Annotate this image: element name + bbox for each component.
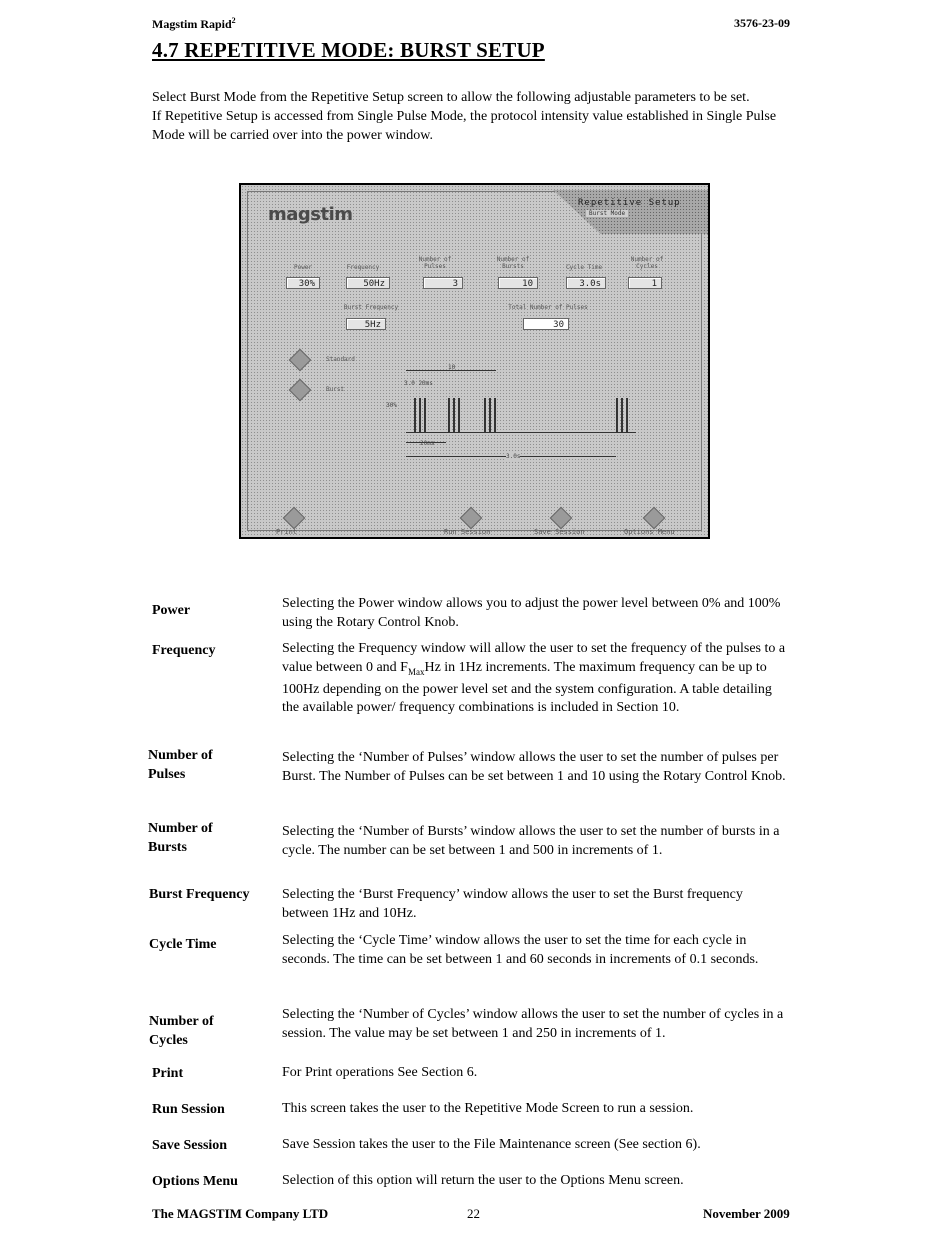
number-of-bursts-window[interactable]: 10: [498, 277, 538, 289]
save-session-diamond-icon[interactable]: [550, 507, 573, 530]
desc-frequency: Selecting the Frequency window will allow the user to set the frequency of the pulses to a value between 0 and $F_{Max}Hz$ in 1Hz increments. The maximum frequency can be up to 100Hz depending on the power level set and the system configuration. A table detailing the available power/ frequency combinations is included in Section 10.: [282, 641, 786, 716]
param-label-number-of-cycles: Number of Cycles: [630, 256, 664, 270]
number-of-cycles-window[interactable]: 1: [628, 277, 662, 289]
page-number: 22: [467, 1206, 480, 1221]
desc-number-of-cycles: Selecting the ‘Number of Cycles’ window allows the user to set the number of cycles in a session. The value may be set between 1 and 250 in increments of 1.: [282, 1007, 784, 1041]
desc-print: For Print operations See Section 6.: [282, 1065, 478, 1080]
desc-save-session: Save Session takes the user to the File Maintenance screen (See section 6).: [282, 1137, 701, 1152]
frequency-window[interactable]: 50Hz: [346, 277, 390, 289]
diagram-period: 20ms: [420, 440, 435, 447]
intro-text: [152, 88, 802, 145]
run-session-diamond-icon[interactable]: [460, 507, 483, 530]
diagram-power: 30%: [386, 402, 397, 409]
total-pulses-window: 30: [523, 318, 569, 330]
term-options-menu: Options Menu: [152, 1174, 238, 1189]
diagram-top-arrow: [406, 370, 496, 371]
pulse-mark: [458, 398, 460, 432]
term-burst-frequency: Burst Frequency: [149, 887, 250, 902]
pulse-mark: [448, 398, 450, 432]
header-product: Magstim Rapid$^2$: [152, 16, 236, 31]
diagram-interval: 3.0 20ms: [404, 380, 433, 387]
options-menu-button[interactable]: Options Menu: [624, 528, 675, 536]
burst-timing-diagram: [386, 362, 710, 462]
screen-frame: [247, 191, 702, 536]
print-button[interactable]: Print: [276, 528, 298, 536]
term-run-session: Run Session: [152, 1102, 225, 1117]
term-frequency: Frequency: [152, 643, 216, 658]
screen-title-tab: [553, 190, 710, 234]
magstim-logo: magstim: [268, 204, 353, 225]
param-label-frequency: Frequency: [346, 264, 380, 271]
pulse-mark: [414, 398, 416, 432]
options-menu-diamond-icon[interactable]: [643, 507, 666, 530]
number-of-pulses-window[interactable]: 3: [423, 277, 463, 289]
footer-date: November 2009: [703, 1206, 790, 1221]
print-diamond-icon[interactable]: [283, 507, 306, 530]
screen-tab-title: Repetitive Setup: [578, 198, 681, 208]
pulse-mark: [419, 398, 421, 432]
intro-paragraph-2: If Repetitive Setup is accessed from Single Pulse Mode, the protocol intensity value established in Single Pulse Mode will be carried over into the power window.: [152, 109, 777, 143]
pulse-mark: [489, 398, 491, 432]
desc-run-session: This screen takes the user to the Repetitive Mode Screen to run a session.: [282, 1101, 694, 1116]
standard-mode-diamond-icon[interactable]: [289, 349, 312, 372]
term-number-of-bursts: Number of Bursts: [148, 821, 213, 855]
page-title: 4.7 REPETITIVE MODE: BURST SETUP: [152, 38, 545, 62]
run-session-button[interactable]: Run Session: [444, 528, 491, 536]
diagram-baseline: [406, 432, 636, 433]
footer-company: The MAGSTIM Company LTD: [152, 1206, 329, 1221]
desc-number-of-pulses: Selecting the ‘Number of Pulses’ window allows the user to set the number of pulses per Burst. The Number of Pulses can be set between 1 and 10 using the Rotary Control Knob.: [282, 750, 786, 784]
header-doc-number: 3576-23-09: [734, 16, 790, 30]
diagram-cycle: 3.0s: [506, 453, 521, 460]
term-print: Print: [152, 1066, 184, 1081]
param-label-cycle-time: Cycle Time: [565, 264, 603, 271]
param-label-burst-frequency: Burst Frequency: [343, 304, 399, 311]
term-power: Power: [152, 603, 191, 618]
param-label-total-pulses: Total Number of Pulses: [508, 304, 588, 311]
standard-mode-label: Standard: [326, 356, 355, 363]
pulse-mark: [621, 398, 623, 432]
desc-cycle-time: Selecting the ‘Cycle Time’ window allows the user to set the time for each cycle in seconds. The time can be set between 1 and 60 seconds in increments of 0.1 seconds.: [282, 933, 759, 967]
term-number-of-cycles: Number of Cycles: [149, 1014, 214, 1048]
desc-burst-frequency: Selecting the ‘Burst Frequency’ window allows the user to set the Burst frequency between 1Hz and 10Hz.: [282, 887, 743, 921]
burst-frequency-window[interactable]: 5Hz: [346, 318, 386, 330]
param-label-power: Power: [293, 264, 313, 271]
pulse-mark: [494, 398, 496, 432]
pulse-mark: [616, 398, 618, 432]
repetitive-setup-screen-image: [239, 183, 710, 539]
term-cycle-time: Cycle Time: [149, 937, 217, 952]
burst-mode-diamond-icon[interactable]: [289, 379, 312, 402]
screen-tab-subtitle: Burst Mode: [586, 210, 628, 217]
term-number-of-pulses: Number of Pulses: [148, 748, 213, 782]
pulse-mark: [484, 398, 486, 432]
intro-paragraph-1: Select Burst Mode from the Repetitive Setup screen to allow the following adjustable parameters to be set.: [152, 90, 750, 105]
save-session-button[interactable]: Save Session: [534, 528, 585, 536]
burst-mode-label: Burst: [326, 386, 345, 393]
pulse-mark: [626, 398, 628, 432]
desc-options-menu: Selection of this option will return the user to the Options Menu screen.: [282, 1173, 684, 1188]
pulse-mark: [453, 398, 455, 432]
param-label-number-of-bursts: Number of Bursts: [496, 256, 530, 270]
param-label-number-of-pulses: Number of Pulses: [418, 256, 452, 270]
cycle-time-window[interactable]: 3.0s: [566, 277, 606, 289]
desc-power: Selecting the Power window allows you to adjust the power level between 0% and 100% using the Rotary Control Knob.: [282, 596, 781, 630]
term-save-session: Save Session: [152, 1138, 228, 1153]
desc-number-of-bursts: Selecting the ‘Number of Bursts’ window allows the user to set the number of bursts in a cycle. The number can be set between 1 and 500 in increments of 1.: [282, 824, 780, 858]
pulse-mark: [424, 398, 426, 432]
diagram-burst-count: 10: [448, 364, 456, 371]
power-window[interactable]: 30%: [286, 277, 320, 289]
